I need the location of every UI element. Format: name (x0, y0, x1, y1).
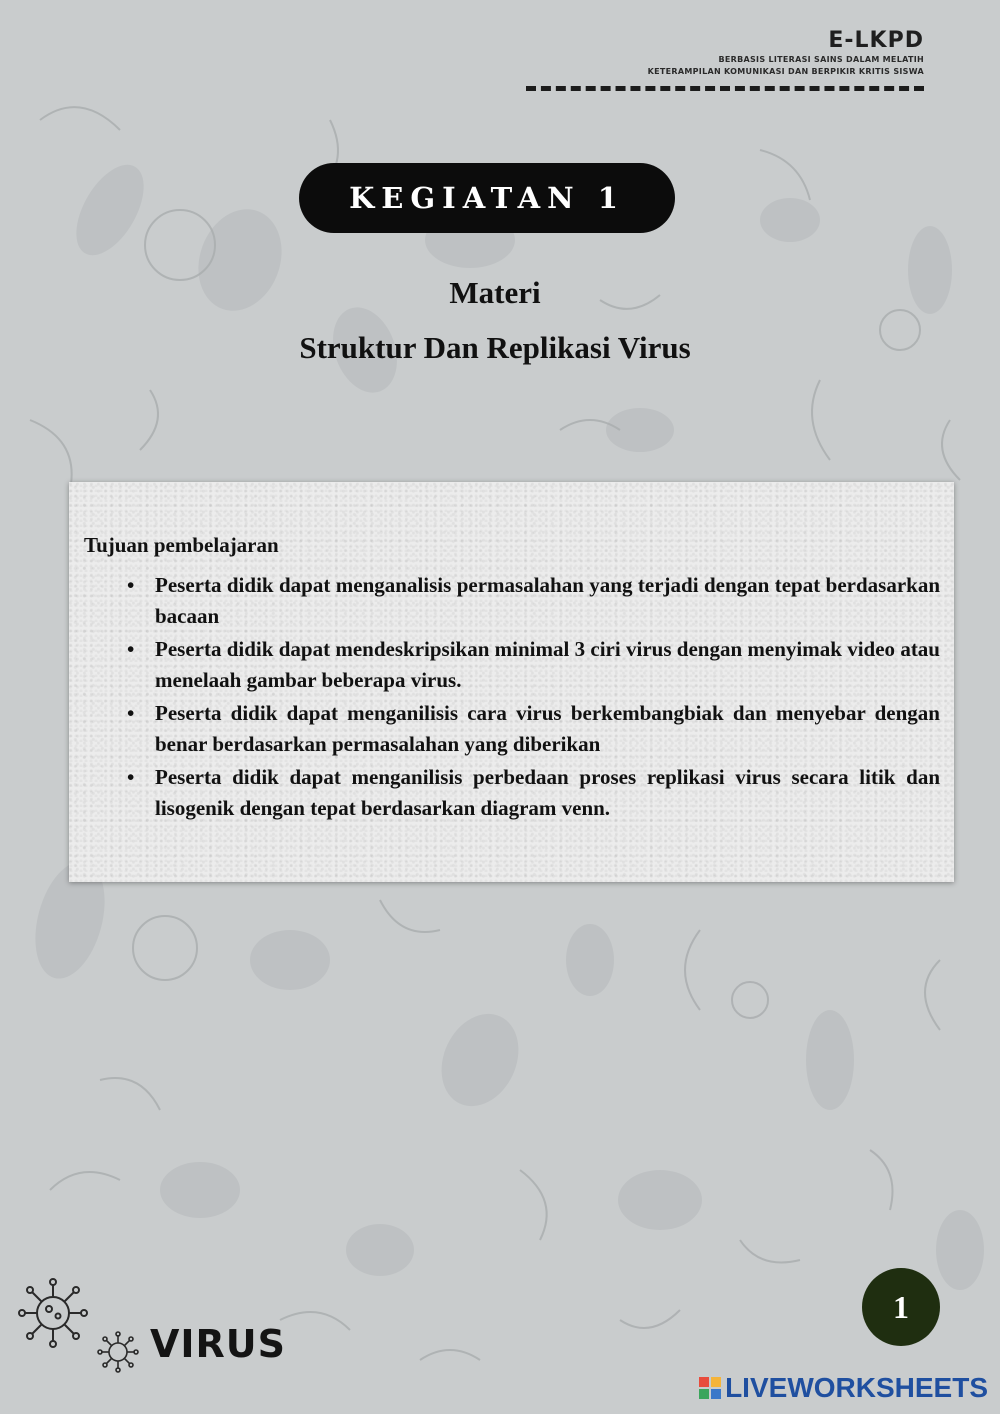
bullet-dot-icon: • (127, 573, 135, 597)
bullet-dot-icon: • (127, 701, 135, 725)
header-dashed-divider (526, 86, 924, 91)
header-subtitle-line-1: BERBASIS LITERASI SAINS DALAM MELATIH (718, 55, 924, 64)
virus-icon (96, 1330, 140, 1374)
objectives-heading: Tujuan pembelajaran (84, 533, 279, 557)
material-subtitle: Struktur Dan Replikasi Virus (299, 330, 691, 365)
page-number-badge: 1 (862, 1268, 940, 1346)
virus-icon (16, 1276, 90, 1350)
liveworksheets-brand: LIVEWORKSHEETS (725, 1372, 988, 1403)
header-title: E-LKPD (828, 28, 924, 53)
bullet-dot-icon: • (127, 765, 135, 789)
header-subtitle-line-2: KETERAMPILAN KOMUNIKASI DAN BERPIKIR KRITIS SISWA (647, 67, 924, 76)
learning-objectives-card (69, 482, 954, 882)
virus-logo-text: VIRUS (150, 1322, 287, 1366)
header (524, 28, 924, 91)
objectives-list (84, 570, 940, 824)
liveworksheets-logo-icon (699, 1377, 721, 1399)
list-item (127, 698, 940, 760)
objective-text: Peserta didik dapat mendeskripsikan minimal 3 ciri virus dengan menyimak video atau menelaah gambar beberapa virus. (155, 637, 940, 692)
objective-text: Peserta didik dapat menganalisis permasalahan yang terjadi dengan tepat berdasarkan bacaan (155, 573, 940, 628)
objective-text: Peserta didik dapat menganilisis perbedaan proses replikasi virus secara litik dan lisogenik dengan tepat berdasarkan diagram venn. (155, 765, 940, 820)
list-item (127, 762, 940, 824)
material-title: Materi (449, 275, 541, 310)
objective-text: Peserta didik dapat menganilisis cara virus berkembangbiak dan menyebar dengan benar berdasarkan permasalahan yang diberikan (155, 701, 940, 756)
bullet-dot-icon: • (127, 637, 135, 661)
list-item (127, 634, 940, 696)
list-item (127, 570, 940, 632)
activity-pill: KEGIATAN 1 (299, 163, 675, 233)
liveworksheets-footer[interactable] (699, 1372, 988, 1404)
